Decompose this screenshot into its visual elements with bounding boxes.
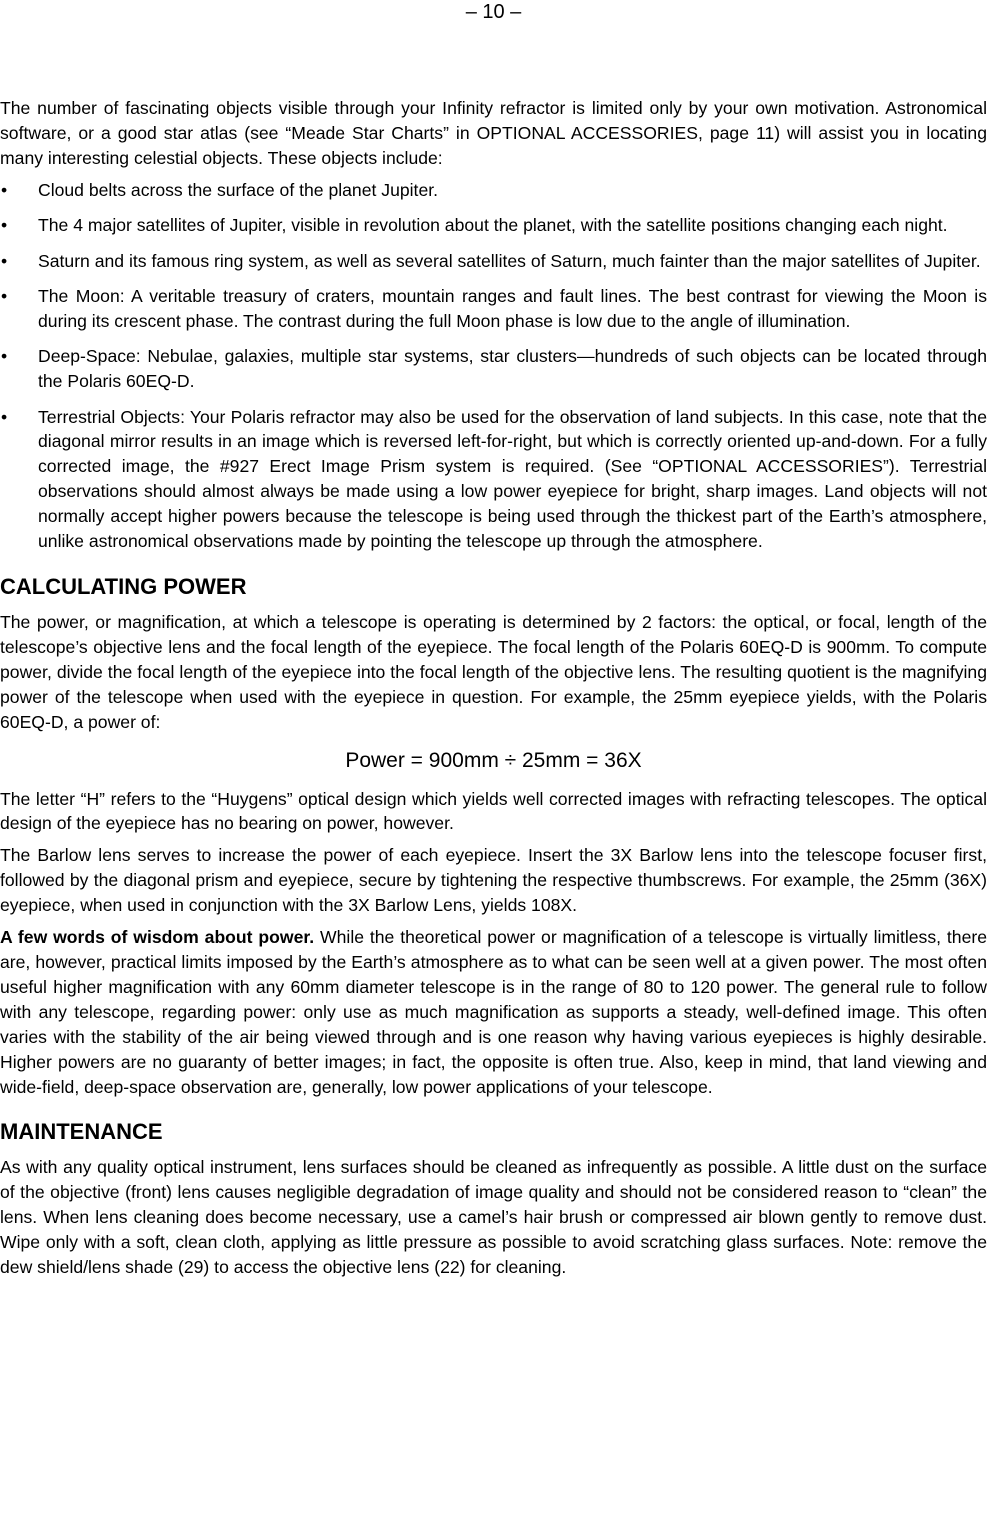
list-item-text: The 4 major satellites of Jupiter, visible in revolution about the planet, with the satellite positions changing each night. bbox=[38, 215, 948, 236]
bullet-icon: • bbox=[1, 250, 8, 271]
bullet-icon: • bbox=[1, 406, 8, 427]
list-item bbox=[0, 405, 987, 554]
calculating-power-heading: CALCULATING POWER bbox=[0, 574, 247, 599]
wisdom-paragraph bbox=[0, 925, 987, 1099]
list-item bbox=[0, 178, 987, 203]
barlow-paragraph: The Barlow lens serves to increase the power of each eyepiece. Insert the 3X Barlow lens into the telescope focuser first, followed by the diagonal prism and eyepiece, secure by tightening the respective thumbscrews. For example, the 25mm (36X) eyepiece, when used in conjunction with the 3X Barlow Lens, yields 108X. bbox=[0, 845, 987, 916]
maintenance-heading: MAINTENANCE bbox=[0, 1119, 163, 1145]
bullet-icon: • bbox=[1, 285, 8, 306]
power-formula: Power = 900mm ÷ 25mm = 36X bbox=[345, 748, 642, 772]
intro-paragraph: The number of fascinating objects visible through your Infinity refractor is limited only by your own motivation. Astronomical software, or a good star atlas (see “Meade Star Charts” in OPTIONAL ACCESSORIES, page 11) will assist you in locating many interesting celestial objects. These objects include: bbox=[0, 98, 987, 168]
list-item bbox=[0, 284, 987, 334]
huygens-paragraph: The letter “H” refers to the “Huygens” optical design which yields well corrected images with refracting telescopes. The optical design of the eyepiece has no bearing on power, however. bbox=[0, 788, 987, 834]
wisdom-body: While the theoretical power or magnification of a telescope is virtually limitless, there are, however, practical limits imposed by the Earth’s atmosphere as to what can be seen well at a given power. The most often useful higher magnification with any 60mm diameter telescope is in the range of 80 to 120 power. The general rule to follow with any telescope, regarding power: only use as much magnification as supports a steady, well-defined image. This often varies with the stability of the air being viewed through and is one reason why having various eyepieces is highly desirable. Higher powers are no guaranty of better images; in fact, the opposite is often true. Also, keep in mind, that land viewing and wide-field, deep-space observation are, generally, low power applications of your telescope. bbox=[0, 927, 987, 1097]
bullet-icon: • bbox=[1, 215, 8, 236]
wisdom-lead: A few words of wisdom about power. bbox=[0, 927, 315, 948]
page-content bbox=[0, 96, 987, 1280]
list-item-text: The Moon: A veritable treasury of craters, mountain ranges and fault lines. The best contrast for viewing the Moon is during its crescent phase. The contrast during the full Moon phase is low due to the angle of illumination. bbox=[38, 285, 987, 331]
list-item-text: Deep-Space: Nebulae, galaxies, multiple star systems, star clusters—hundreds of such objects can be located through the Polaris 60EQ-D. bbox=[38, 346, 987, 392]
bullet-icon: • bbox=[1, 346, 8, 367]
list-item-text: Saturn and its famous ring system, as well as several satellites of Saturn, much fainter than the major satellites of Jupiter. bbox=[38, 250, 981, 271]
list-item bbox=[0, 249, 987, 274]
list-item bbox=[0, 344, 987, 394]
bullet-icon: • bbox=[1, 179, 8, 200]
maintenance-paragraph: As with any quality optical instrument, lens surfaces should be cleaned as infrequently as possible. A little dust on the surface of the objective (front) lens causes negligible degradation of image quality and should not be considered reason to “clean” the lens. When lens cleaning does become necessary, use a camel’s hair brush or compressed air blown gently to remove dust. Wipe only with a soft, clean cloth, applying as little pressure as possible to avoid scratching glass surfaces. Note: remove the dew shield/lens shade (29) to access the objective lens (22) for cleaning. bbox=[0, 1157, 987, 1278]
page-number: – 10 – bbox=[465, 1, 522, 23]
list-item-text: Terrestrial Objects: Your Polaris refractor may also be used for the observation of land subjects. In this case, note that the diagonal mirror results in an image which is reversed left-for-right, but which is correctly oriented up-and-down. For a fully corrected image, the #927 Erect Image Prism system is required. (See “OPTIONAL ACCESSORIES”). Terrestrial observations should almost always be made using a low power eyepiece for bright, sharp images. Land objects will not normally accept higher powers because the telescope is being used through the thickest part of the Earth’s atmosphere, unlike astronomical observations made by pointing the telescope up through the atmosphere. bbox=[38, 406, 987, 552]
calculating-power-paragraph: The power, or magnification, at which a telescope is operating is determined by 2 factors: the optical, or focal, length of the telescope’s objective lens and the focal length of the eyepiece. The focal length of the Polaris 60EQ-D is 900mm. To compute power, divide the focal length of the eyepiece into the focal length of the objective lens. The resulting quotient is the magnifying power of the telescope when used with the eyepiece in question. For example, the 25mm eyepiece yields, with the Polaris 60EQ-D, a power of: bbox=[0, 612, 987, 732]
list-item bbox=[0, 213, 987, 238]
list-item-text: Cloud belts across the surface of the planet Jupiter. bbox=[38, 179, 438, 200]
objects-list bbox=[0, 178, 987, 554]
